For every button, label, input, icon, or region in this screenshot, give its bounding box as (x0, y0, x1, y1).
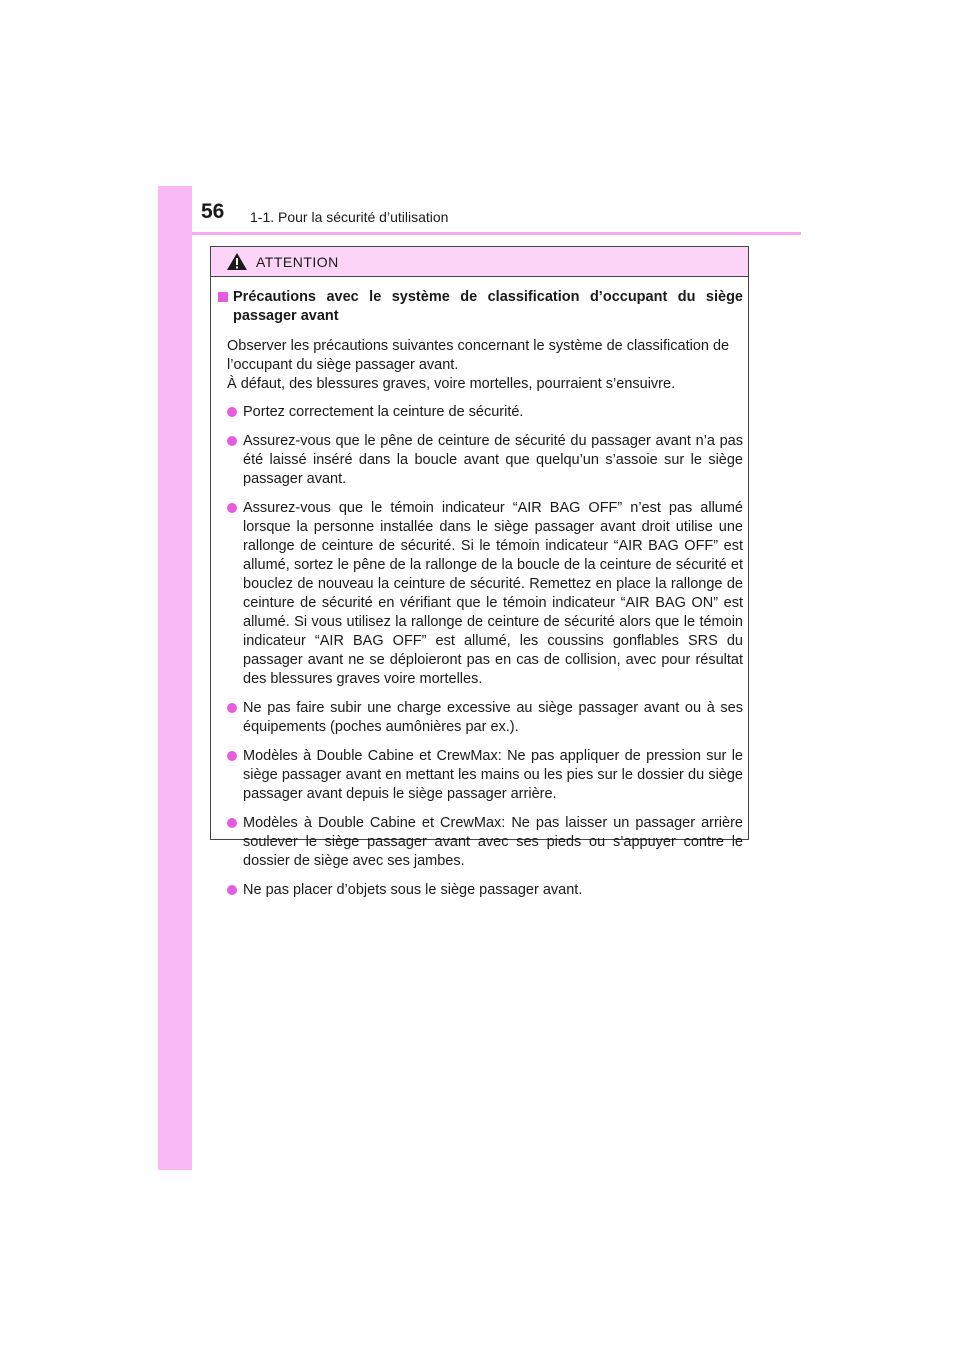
intro-line: Observer les précautions suivantes concernant le système de classification de l’occupant du siège passager avant. (227, 338, 730, 373)
round-bullet-icon (227, 751, 237, 761)
warning-triangle-icon (226, 252, 248, 271)
list-item-text: Modèles à Double Cabine et CrewMax: Ne pas appliquer de pression sur le siège passager avant en mettant les mains ou les pies sur le dossier du siège passager avant depuis le siège passager arrière. (243, 748, 743, 802)
warning-title: ATTENTION (256, 253, 339, 270)
warning-box (210, 246, 749, 898)
square-bullet-icon (218, 292, 228, 302)
list-item (217, 747, 743, 804)
warning-header (211, 247, 748, 277)
round-bullet-icon (227, 818, 237, 828)
precaution-list (217, 403, 743, 900)
list-item (217, 403, 743, 422)
list-item-text: Ne pas faire subir une charge excessive au siège passager avant ou à ses équipements (poches aumônières par ex.). (243, 700, 743, 735)
list-item-text: Ne pas placer d’objets sous le siège passager avant. (243, 882, 583, 898)
header-rule (192, 232, 801, 235)
list-item (217, 814, 743, 871)
list-item-text: Assurez-vous que le témoin indicateur “AIR BAG OFF” n’est pas allumé lorsque la personne installée dans le siège passager avant droit utilise une rallonge de ceinture de sécurité. Si le témoin indicateur “AIR BAG OFF” est allumé, sortez le pêne de la rallonge de la boucle de la ceinture de sécurité et bouclez de nouveau la ceinture de sécurité. Remettez en place la rallonge de ceinture de sécurité en vérifiant que le témoin indicateur “AIR BAG ON” est allumé. Si vous utilisez la rallonge de ceinture de sécurité alors que le témoin indicateur “AIR BAG OFF” est allumé, les coussins gonflables SRS du passager avant ne se déploieront pas en cas de collision, avec pour résultat des blessures graves voire mortelles. (243, 500, 743, 687)
list-item-text: Assurez-vous que le pêne de ceinture de sécurité du passager avant n’a pas été laissé inséré dans la boucle avant que quelqu’un s’assoie sur le siège passager avant. (243, 433, 743, 487)
chapter-side-tab (158, 186, 192, 1170)
round-bullet-icon (227, 436, 237, 446)
round-bullet-icon (227, 407, 237, 417)
list-item (217, 432, 743, 489)
list-item-text: Modèles à Double Cabine et CrewMax: Ne pas laisser un passager arrière soulever le siège passager avant avec ses pieds ou s’appuyer contre le dossier de siège avec ses jambes. (243, 815, 743, 869)
intro-line: À défaut, des blessures graves, voire mortelles, pourraient s’ensuivre. (227, 376, 676, 392)
section-title: 1-1. Pour la sécurité d’utilisation (250, 209, 449, 225)
list-item (217, 881, 743, 900)
list-item-text: Portez correctement la ceinture de sécurité. (243, 404, 524, 420)
round-bullet-icon (227, 703, 237, 713)
list-item (217, 499, 743, 689)
round-bullet-icon (227, 503, 237, 513)
round-bullet-icon (227, 885, 237, 895)
warning-body (217, 288, 743, 910)
page-number: 56 (201, 200, 225, 223)
warning-intro (217, 337, 743, 394)
warning-heading-text: Précautions avec le système de classification d’occupant du siège passager avant (233, 289, 743, 324)
warning-heading (217, 288, 743, 326)
list-item (217, 699, 743, 737)
